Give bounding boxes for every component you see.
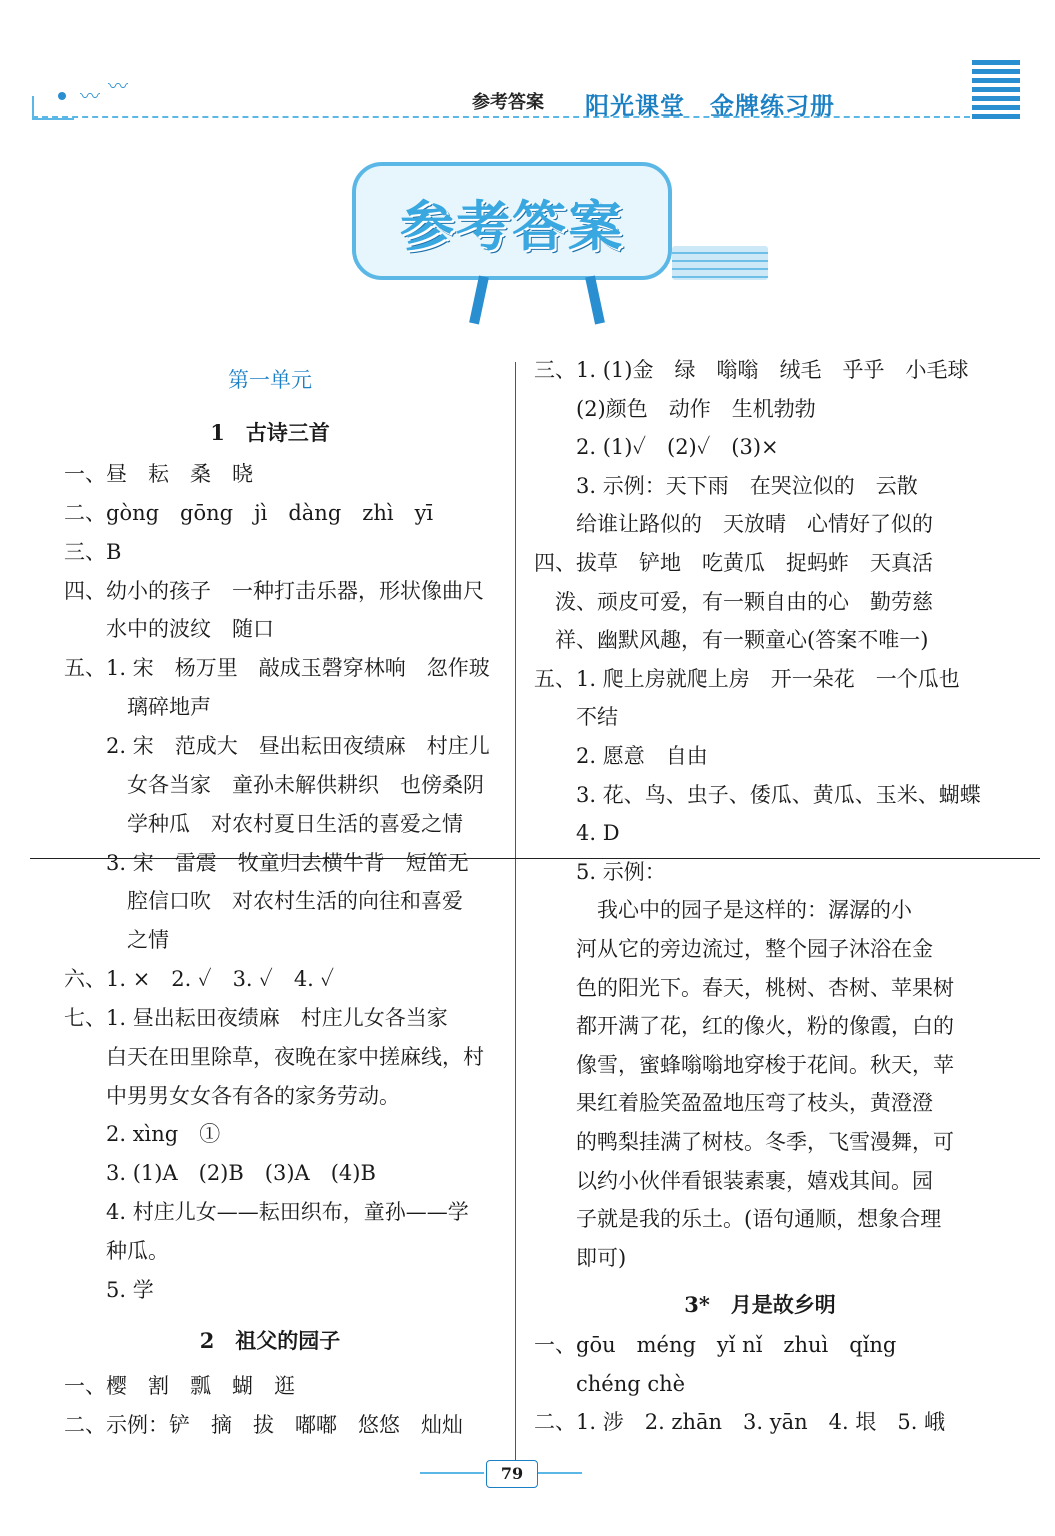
lesson-heading: 2 祖父的园子: [199, 1328, 341, 1353]
answer-line: 一、昼 耘 桑 晓: [64, 462, 253, 486]
header-stripes-decoration: [972, 60, 1020, 122]
answer-line: 5. 学: [64, 1277, 154, 1302]
answer-line: 2. xìng ①: [64, 1122, 221, 1147]
answer-line: 河从它的旁边流过，整个园子沐浴在金: [534, 937, 933, 961]
answer-line: 三、B: [64, 539, 122, 564]
books-illustration: [672, 246, 768, 280]
unit-heading: 第一单元: [228, 368, 312, 392]
answer-line: 二、gòng gōng jì dàng zhì yī: [64, 500, 434, 525]
header-dot-icon: [58, 92, 66, 100]
answer-line: 2. (1)✓ (2)✓ (3)×: [534, 435, 779, 460]
answer-line: 四、拔草 铲地 吃黄瓜 捉蚂蚱 天真活: [534, 551, 933, 575]
page-number: 79: [486, 1460, 538, 1488]
answer-line: 色的阳光下。春天，桃树、杏树、苹果树: [534, 975, 954, 1000]
answer-line: 六、1. × 2. ✓ 3. ✓ 4. ✓: [64, 967, 335, 992]
answer-line: 五、1. 爬上房就爬上房 开一朵花 一个瓜也: [534, 666, 960, 691]
answer-line: 都开满了花，红的像火，粉的像霞，白的: [534, 1014, 954, 1039]
answer-line: 给谁让路似的 天放晴 心情好了似的: [534, 512, 933, 537]
answer-line: 之情: [64, 928, 169, 953]
answer-line: 我心中的园子是这样的：潺潺的小: [534, 898, 912, 923]
lesson-heading: 1 古诗三首: [210, 420, 330, 445]
answer-line: 3. 宋 雷震 牧童归去横牛背 短笛无: [64, 850, 469, 875]
answer-line: 子就是我的乐土。(语句通顺，想象合理: [534, 1207, 942, 1232]
footer-line: [538, 1472, 582, 1474]
answer-line: (2)颜色 动作 生机勃勃: [534, 396, 816, 421]
answer-line: 腔信口吹 对农村生活的向往和喜爱: [64, 889, 463, 914]
answer-line: 2. 愿意 自由: [534, 744, 708, 768]
header-subtitle: 参考答案: [472, 92, 544, 113]
footer-line: [420, 1472, 484, 1474]
answer-line: chéng chè: [534, 1371, 686, 1396]
answer-line: 3. 花、鸟、虫子、倭瓜、黄瓜、玉米、蝴蝶: [534, 782, 981, 807]
title-board: [352, 162, 672, 280]
answer-line: 二、示例：铲 摘 拔 嘟嘟 悠悠 灿灿: [64, 1412, 463, 1437]
answer-line: 二、1. 涉 2. zhān 3. yān 4. 垠 5. 峨: [534, 1410, 946, 1434]
answer-line: 七、1. 昼出耘田夜绩麻 村庄儿女各当家: [64, 1005, 448, 1030]
answer-line: 果红着脸笑盈盈地压弯了枝头，黄澄澄: [534, 1091, 933, 1116]
answer-line: 即可): [534, 1245, 627, 1270]
answer-line: 五、1. 宋 杨万里 敲成玉磬穿林响 忽作玻: [64, 656, 490, 681]
answer-line: 璃碎地声: [64, 695, 211, 720]
answer-line: 3. (1)A (2)B (3)A (4)B: [64, 1161, 376, 1186]
answer-line: 种瓜。: [64, 1239, 169, 1263]
bird-icon: 〰: [108, 74, 128, 98]
answer-line: 一、gōu méng yǐ nǐ zhuì qǐng: [534, 1333, 897, 1357]
answer-line: 中男男女女各有各的家务劳动。: [64, 1083, 400, 1108]
answer-line: 3. 示例：天下雨 在哭泣似的 云散: [534, 473, 918, 498]
answer-line: 水中的波纹 随口: [64, 617, 274, 642]
answer-line: 5. 示例：: [534, 859, 666, 884]
header-brand: 阳光课堂 金牌练习册: [585, 91, 835, 120]
column-divider: [515, 362, 516, 1462]
bird-icon: 〰: [80, 84, 100, 108]
lesson-heading: 3* 月是故乡明: [684, 1292, 836, 1317]
answer-line: 4. 村庄儿女——耘田织布，童孙——学: [64, 1200, 469, 1225]
answer-line: 四、幼小的孩子 一种打击乐器，形状像曲尺: [64, 578, 484, 603]
board-leg: [585, 275, 605, 324]
answer-line: 不结: [534, 705, 618, 730]
answer-line: 2. 宋 范成大 昼出耘田夜绩麻 村庄儿: [64, 733, 490, 758]
answer-line: 像雪，蜜蜂嗡嗡地穿梭于花间。秋天，苹: [534, 1052, 954, 1077]
answer-line: 白天在田里除草，夜晚在家中搓麻线，村: [64, 1044, 484, 1069]
answer-line: 以约小伙伴看银装素裹，嬉戏其间。园: [534, 1168, 933, 1193]
answer-line: 祥、幽默风趣，有一颗童心(答案不唯一): [534, 628, 929, 653]
board-leg: [469, 275, 489, 324]
page-title: 参考答案: [400, 195, 624, 258]
answer-line: 三、1. (1)金 绿 嗡嗡 绒毛 乎乎 小毛球: [534, 358, 969, 382]
answer-line: 一、樱 割 瓢 蝴 逛: [64, 1374, 295, 1398]
answer-line: 的鸭梨挂满了树枝。冬季，飞雪漫舞，可: [534, 1130, 954, 1154]
answer-line: 4. D: [534, 821, 620, 846]
answer-line: 学种瓜 对农村夏日生活的喜爱之情: [64, 811, 463, 836]
answer-line: 女各当家 童孙未解供耕织 也傍桑阴: [64, 772, 484, 797]
answer-line: 泼、顽皮可爱，有一颗自由的心 勤劳慈: [534, 589, 933, 614]
